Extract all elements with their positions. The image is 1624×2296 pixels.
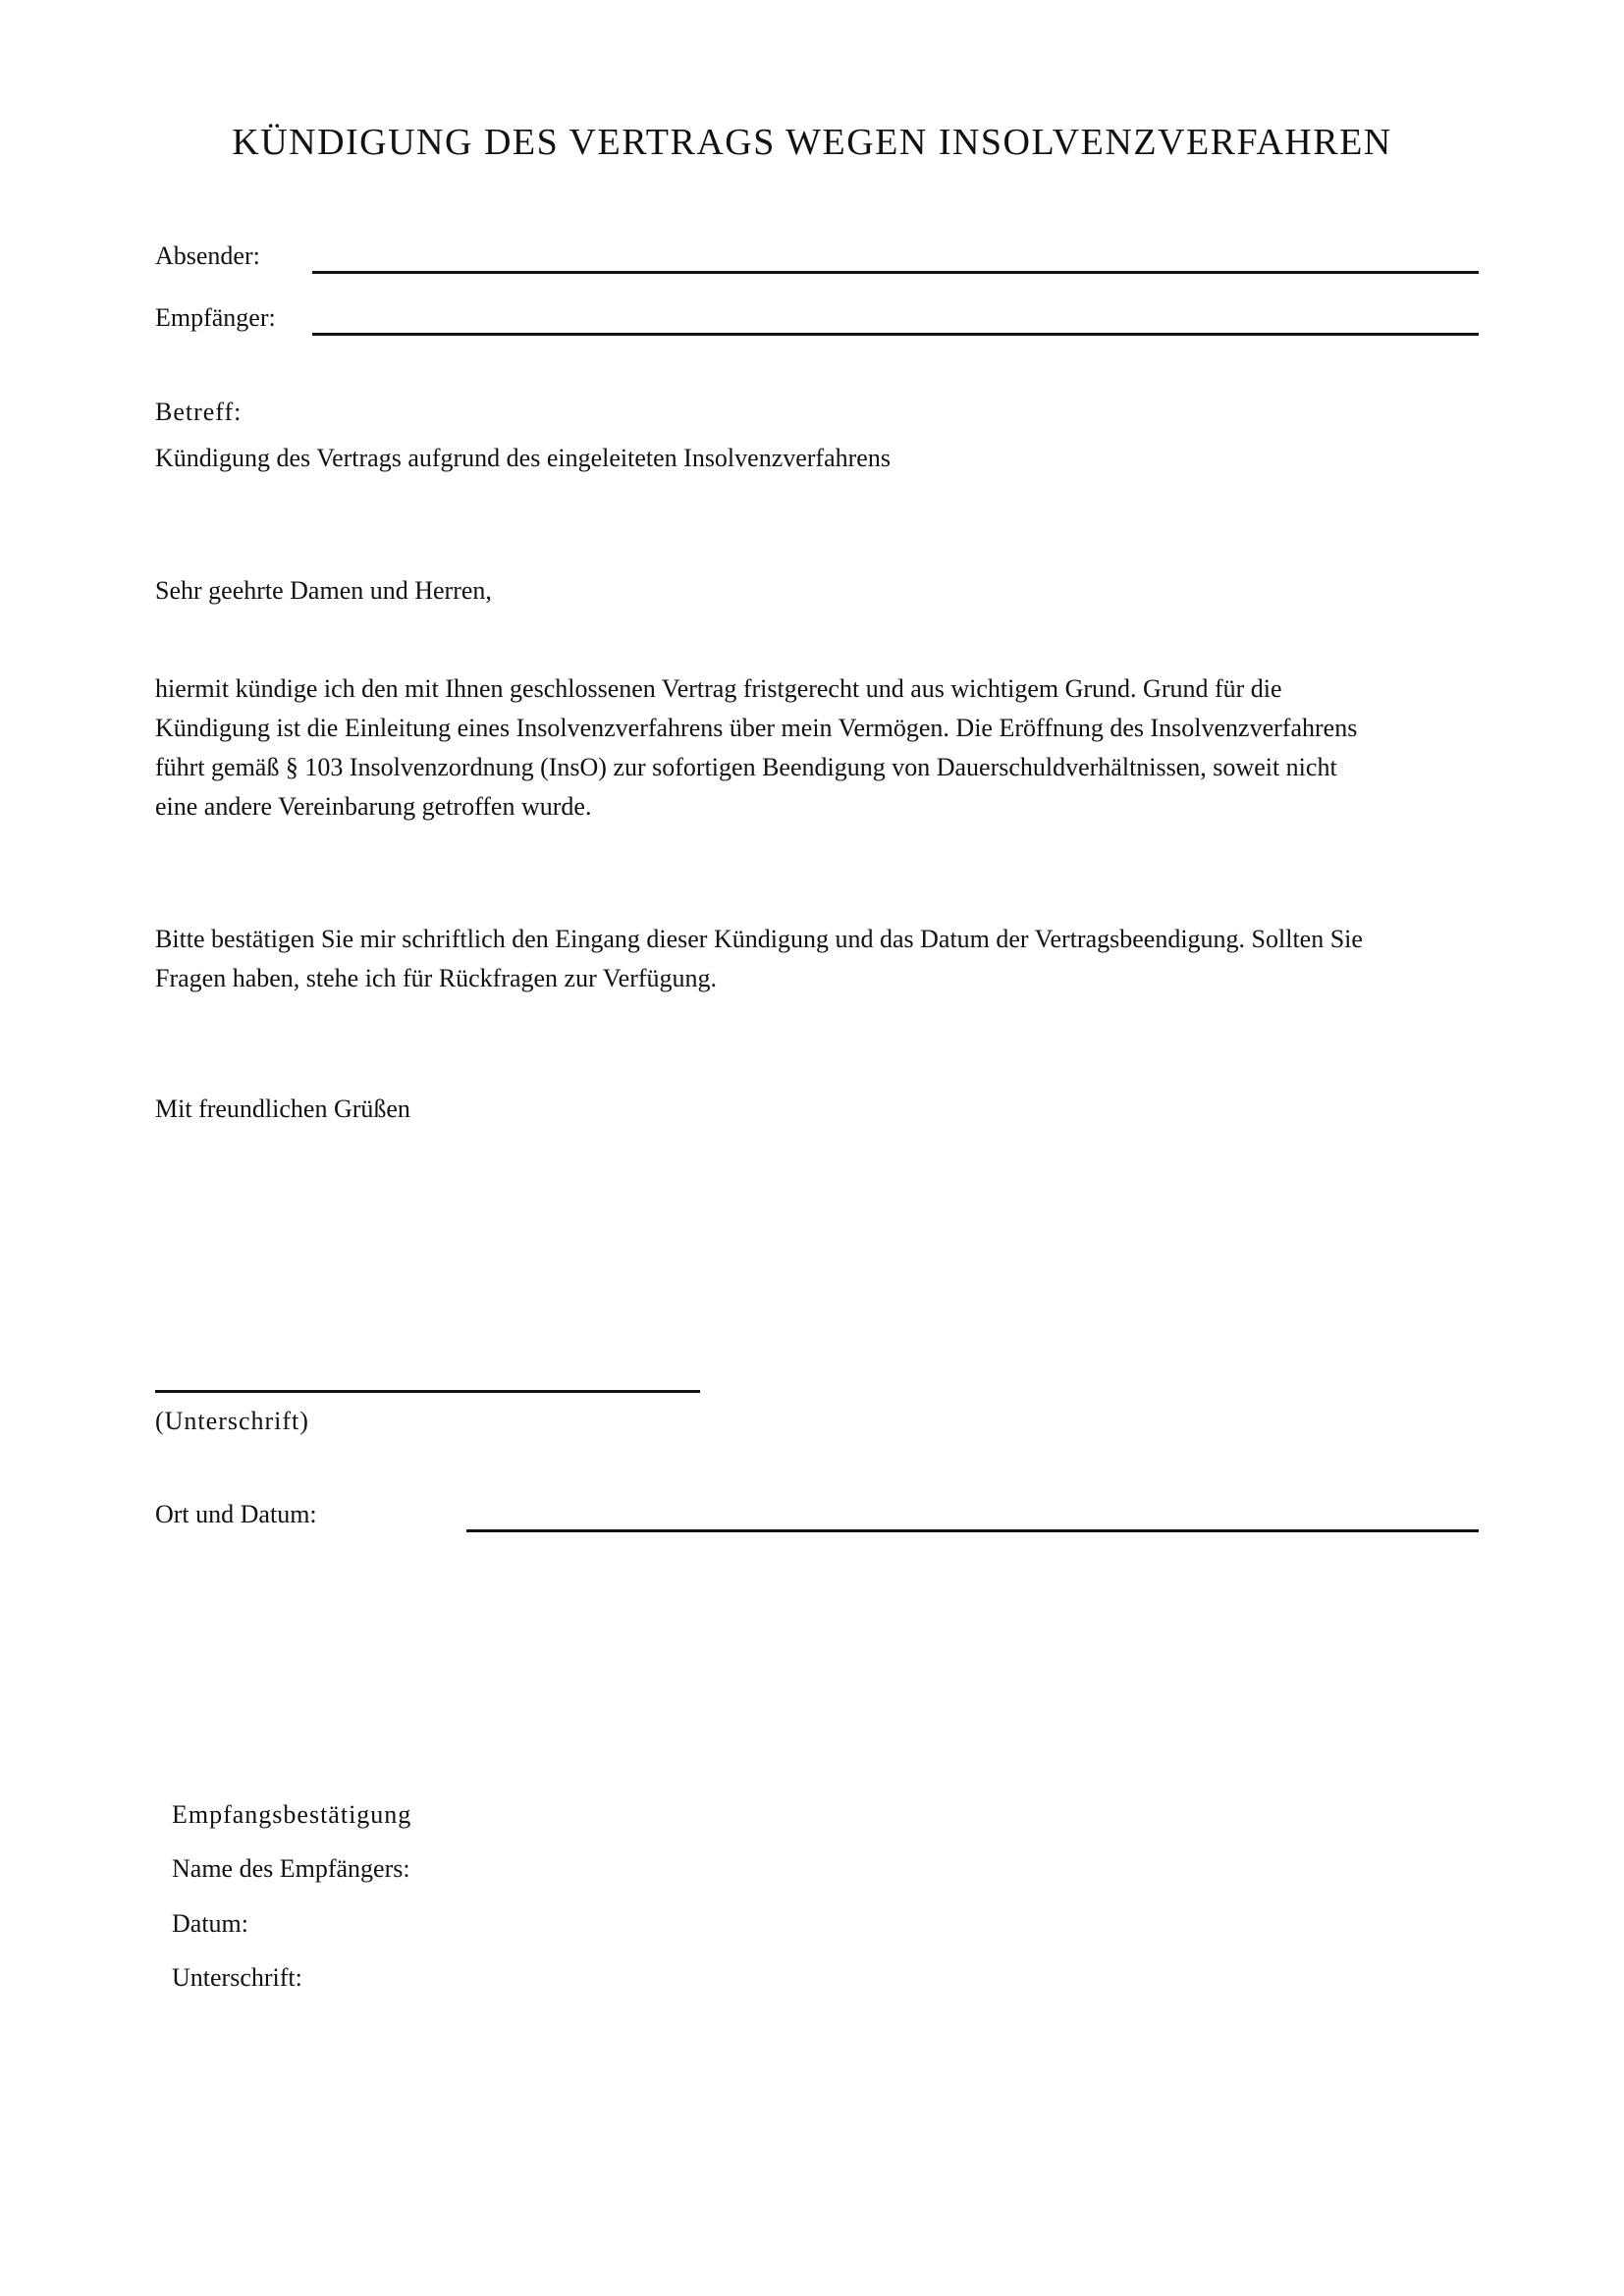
body-paragraph-1-line: Kündigung ist die Einleitung eines Insolvenzverfahrens über mein Vermögen. Die Eröffnung des Insolvenzverfahrens bbox=[155, 714, 1358, 742]
recipient-field-line[interactable] bbox=[312, 333, 1479, 336]
body-paragraph-1 bbox=[155, 669, 1530, 827]
body-paragraph-2 bbox=[155, 920, 1530, 998]
subject-label: Betreff: bbox=[155, 398, 243, 426]
place-date-label: Ort und Datum: bbox=[155, 1500, 317, 1528]
sender-field-line[interactable] bbox=[312, 271, 1479, 274]
signature-caption: (Unterschrift) bbox=[155, 1407, 309, 1435]
subject-text: Kündigung des Vertrags aufgrund des eingeleiteten Insolvenzverfahrens bbox=[155, 444, 891, 472]
receipt-heading: Empfangsbestätigung bbox=[172, 1800, 412, 1829]
body-paragraph-2-line: Fragen haben, stehe ich für Rückfragen zur Verfügung. bbox=[155, 964, 718, 992]
signature-line[interactable] bbox=[155, 1390, 700, 1393]
salutation: Sehr geehrte Damen und Herren, bbox=[155, 576, 492, 605]
body-paragraph-1-line: eine andere Vereinbarung getroffen wurde. bbox=[155, 792, 592, 821]
receipt-date-label: Datum: bbox=[172, 1909, 248, 1938]
closing-text: Mit freundlichen Grüßen bbox=[155, 1095, 410, 1123]
receipt-recipient-name-label: Name des Empfängers: bbox=[172, 1854, 410, 1883]
body-paragraph-1-line: hiermit kündige ich den mit Ihnen geschlossenen Vertrag fristgerecht und aus wichtigem Grund. Grund für die bbox=[155, 674, 1282, 703]
sender-label: Absender: bbox=[155, 241, 260, 270]
place-date-field-line[interactable] bbox=[466, 1529, 1479, 1532]
recipient-label: Empfänger: bbox=[155, 303, 276, 332]
document-title: KÜNDIGUNG DES VERTRAGS WEGEN INSOLVENZVERFAHREN bbox=[232, 122, 1392, 163]
body-paragraph-1-line: führt gemäß § 103 Insolvenzordnung (InsO) zur sofortigen Beendigung von Dauerschuldverhältnissen, soweit nicht bbox=[155, 753, 1337, 781]
body-paragraph-2-line: Bitte bestätigen Sie mir schriftlich den Eingang dieser Kündigung und das Datum der Vertragsbeendigung. Sollten Sie bbox=[155, 925, 1363, 953]
receipt-signature-label: Unterschrift: bbox=[172, 1963, 302, 1992]
